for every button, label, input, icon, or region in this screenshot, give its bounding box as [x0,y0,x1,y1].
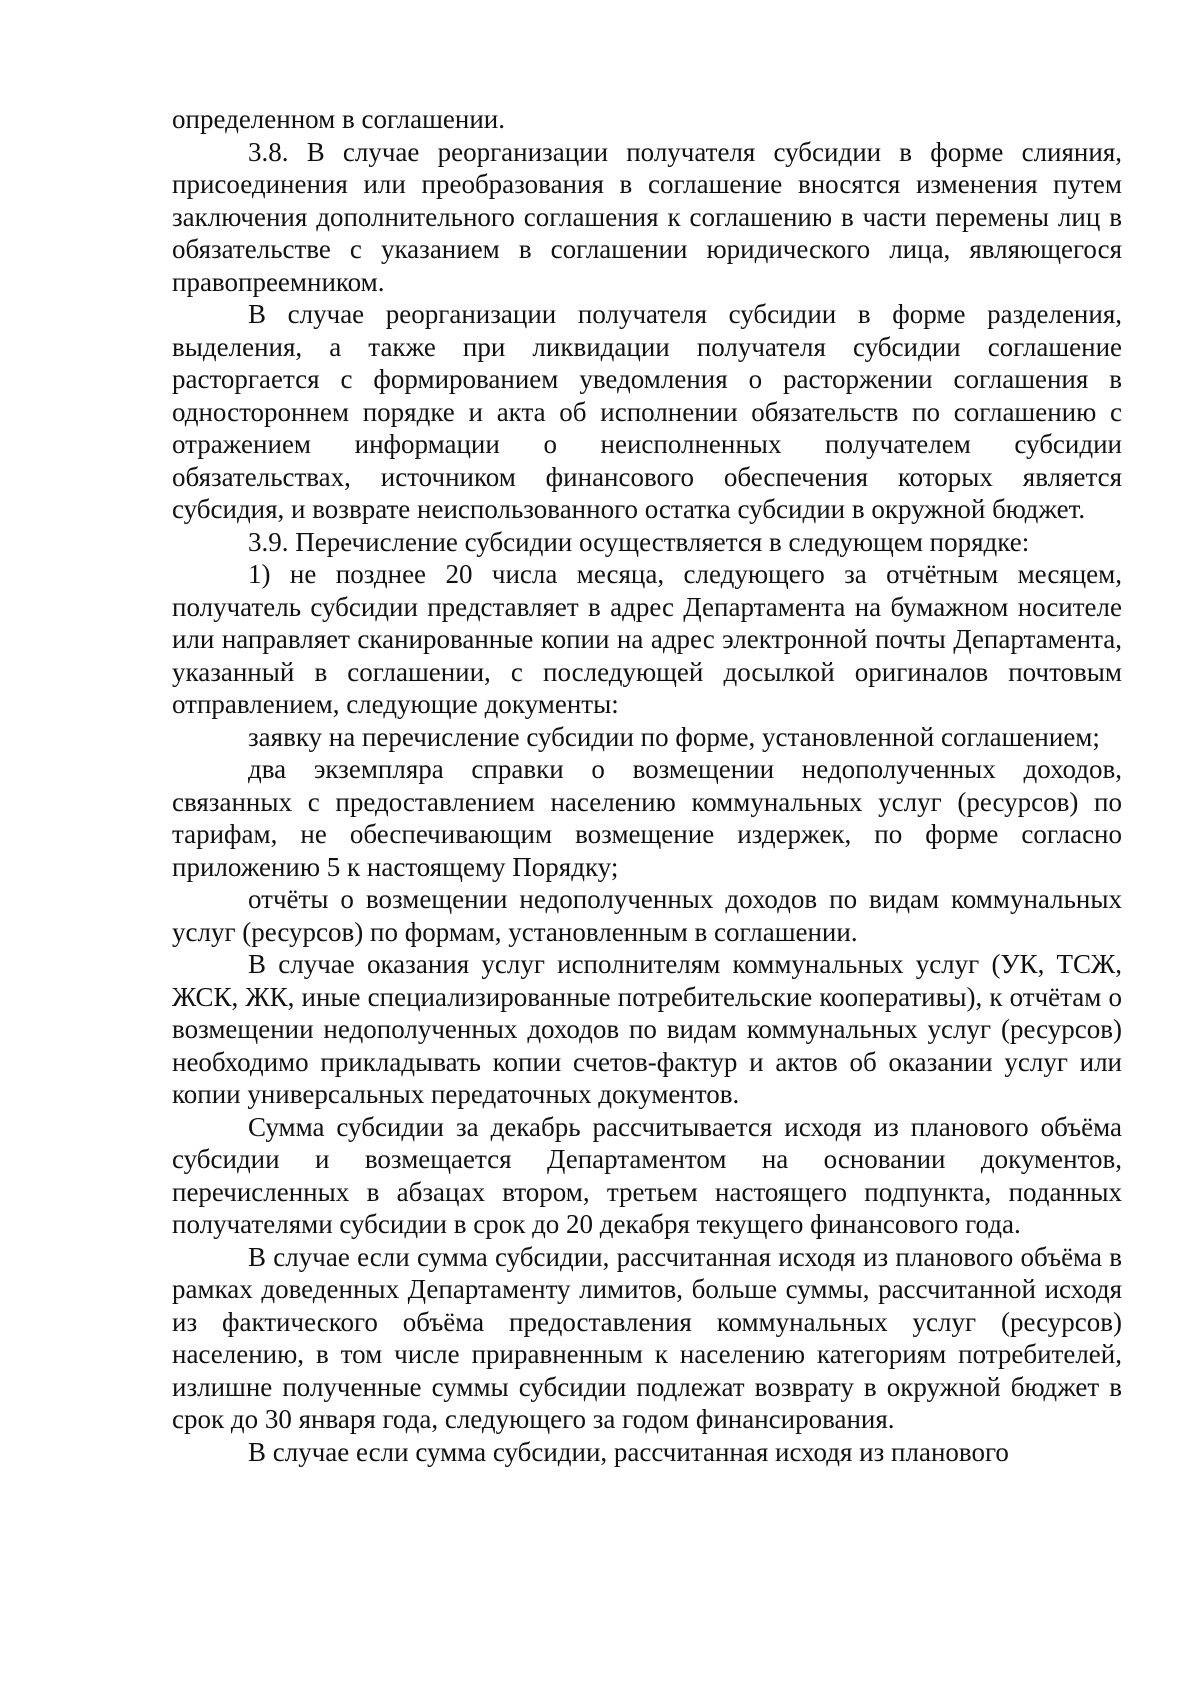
paragraph-application: заявку на перечисление субсидии по форме, установленной соглашением; [248,721,1100,752]
paragraph-final-partial: В случае если сумма субсидии, рассчитанная исходя из планового [248,1436,1009,1467]
paragraph-reports: отчёты о возмещении недополученных доходов по видам коммунальных услуг (ресурсов) по формам, установленным в соглашении. [172,884,1122,947]
paragraph-continuation: определенном в соглашении. [172,104,505,134]
paragraph-3-9: 3.9. Перечисление субсидии осуществляется в следующем порядке: [248,526,1030,557]
paragraph-3-8: 3.8. В случае реорганизации получателя субсидии в форме слияния, присоединения или преобразования в соглашение вносятся изменения путем заключения дополнительного соглашения к соглашению в части перемены лиц в обязательстве с указанием в соглашении юридического лица, являющегося правопреемником. [172,136,1122,297]
paragraph-reorganization-division: В случае реорганизации получателя субсидии в форме разделения, выделения, а также при ликвидации получателя субсидии соглашение расторгается с формированием уведомления о расторжении соглашения в одностороннем порядке и акта об исполнении обязательств по соглашению с отражением информации о неисполненных получателем субсидии обязательствах, источником финансового обеспечения которых является субсидия, и возврате неиспользованного остатка субсидии в окружной бюджет. [172,299,1122,524]
paragraph-december-amount: Сумма субсидии за декабрь рассчитывается исходя из планового объёма субсидии и возмещается Департаментом на основании документов, перечисленных в абзацах втором, третьем настоящего подпункта, поданных получателями субсидии в срок до 20 декабря текущего финансового года. [172,1111,1122,1239]
document-page [172,103,1122,1468]
paragraph-item-1: 1) не позднее 20 числа месяца, следующего за отчётным месяцем, получатель субсидии представляет в адрес Департамента на бумажном носителе или направляет сканированные копии на адрес электронной почты Департамента, указанный в соглашении, с последующей досылкой оригиналов почтовым отправлением, следующие документы: [172,559,1122,719]
paragraph-certificates: два экземпляра справки о возмещении недополученных доходов, связанных с предоставлением населению коммунальных услуг (ресурсов) по тарифам, не обеспечивающим возмещение издержек, по форме согласно приложению 5 к настоящему Порядку; [172,754,1122,882]
paragraph-excess-return: В случае если сумма субсидии, рассчитанная исходя из планового объёма в рамках доведенных Департаменту лимитов, больше суммы, рассчитанной исходя из фактического объёма предоставления коммунальных услуг (ресурсов) населению, в том числе приравненным к населению категориям потребителей, излишне полученные суммы субсидии подлежат возврату в окружной бюджет в срок до 30 января года, следующего за годом финансирования. [172,1241,1122,1434]
paragraph-service-providers: В случае оказания услуг исполнителям коммунальных услуг (УК, ТСЖ, ЖСК, ЖК, иные специализированные потребительские кооперативы), к отчётам о возмещении недополученных доходов по видам коммунальных услуг (ресурсов) необходимо прикладывать копии счетов-фактур и актов об оказании услуг или копии универсальных передаточных документов. [172,949,1122,1109]
